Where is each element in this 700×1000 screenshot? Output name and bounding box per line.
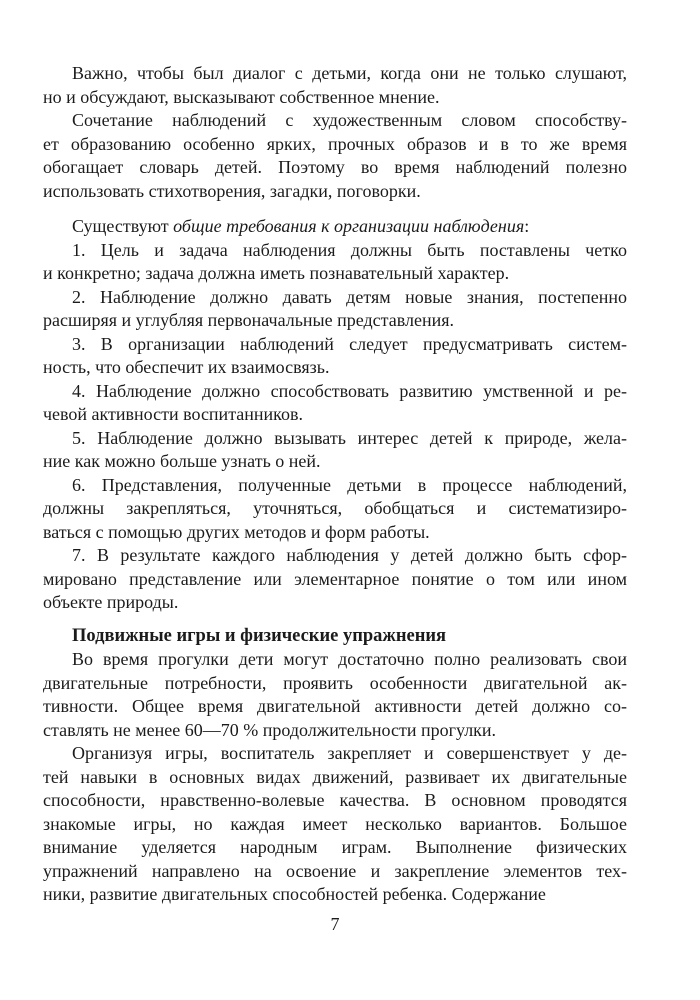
paragraph (43, 474, 627, 545)
text-line: 3. В организации наблюдений следует предусматривать систем- (72, 333, 627, 354)
text-line: но и обсуждают, высказывают собственное мнение. (43, 86, 440, 107)
text-line: обогащает словарь детей. Поэтому во время наблюдений полезно (43, 157, 627, 177)
text-line: двигательные потребности, проявить особенности двигательной ак- (43, 672, 627, 693)
text-line: внимание уделяется народным играм. Выполнение физических (43, 837, 627, 857)
text-segment: : (524, 216, 530, 236)
paragraph (43, 239, 627, 286)
text-line: мировано представление или элементарное понятие о том или ином (43, 568, 627, 589)
text-line: способности, нравственно-волевые качества. В основном проводятся (43, 790, 627, 810)
text-line: 5. Наблюдение должно вызывать интерес детей к природе, жела- (72, 427, 627, 448)
text-line: Сочетание наблюдений с художественным словом способству- (72, 110, 627, 130)
text-line: Подвижные игры и физические упражнения (72, 625, 447, 646)
text-line: использовать стихотворения, загадки, поговорки. (43, 180, 421, 201)
paragraph (43, 742, 627, 907)
text-line: объекте природы. (43, 592, 179, 612)
text-line: тивности. Общее время двигательной активности детей должно со- (43, 696, 627, 716)
paragraph (43, 648, 627, 742)
text-line: Важно, чтобы был диалог с детьми, когда они не только слушают, (72, 63, 627, 83)
text-line: 2. Наблюдение должно давать детям новые знания, постепенно (72, 286, 627, 307)
text-line: и конкретно; задача должна иметь познавательный характер. (43, 263, 510, 283)
text-line: тей навыки в основных видах движений, развивает их двигательные (43, 766, 627, 787)
text-line: чевой активности воспитанников. (43, 404, 303, 424)
text-segment: Существуют (72, 216, 174, 236)
text-line: упражнений направлено на освоение и закрепление элементов тех- (43, 860, 627, 881)
text-line: ники, развитие двигательных способностей ребенка. Содержание (43, 884, 546, 904)
text-column (43, 62, 627, 907)
text-line: 1. Цель и задача наблюдения должны быть поставлены четко (72, 239, 627, 260)
text-line: Организуя игры, воспитатель закрепляет и совершенствует у де- (72, 743, 627, 763)
text-line: 6. Представления, полученные детьми в процессе наблюдений, (72, 474, 627, 495)
paragraph (43, 109, 627, 203)
paragraph (43, 333, 627, 380)
paragraph (43, 286, 627, 333)
page-number: 7 (330, 914, 340, 934)
text-line: знакомые игры, но каждая имеет несколько вариантов. Большое (43, 813, 627, 834)
paragraph (43, 215, 627, 239)
text-line: ность, что обеспечит их взаимосвязь. (43, 357, 330, 377)
paragraph (43, 380, 627, 427)
text-line: ет образованию особенно ярких, прочных образов и в то же время (43, 133, 627, 154)
text-line: ставлять не менее 60—70 % продолжительности прогулки. (43, 719, 497, 740)
text-line: должны закрепляться, уточняться, обобщаться и систематизиро- (43, 498, 627, 518)
paragraph (43, 427, 627, 474)
text-line: 4. Наблюдение должно способствовать развитию умственной и ре- (72, 380, 627, 401)
text-line (43, 215, 627, 239)
section-heading (43, 625, 627, 649)
text-line: Во время прогулки дети могут достаточно полно реализовать свои (72, 649, 627, 669)
text-line: расширяя и углубляя первоначальные представления. (43, 310, 455, 330)
paragraph (43, 544, 627, 615)
text-line: 7. В результате каждого наблюдения у детей должно быть сфор- (72, 545, 627, 565)
paragraph (43, 62, 627, 109)
text-line: ваться с помощью других методов и форм работы. (43, 521, 430, 542)
emphasized-text: общие требования к организации наблюдения (173, 216, 525, 236)
text-line: ние как можно больше узнать о ней. (43, 451, 321, 471)
